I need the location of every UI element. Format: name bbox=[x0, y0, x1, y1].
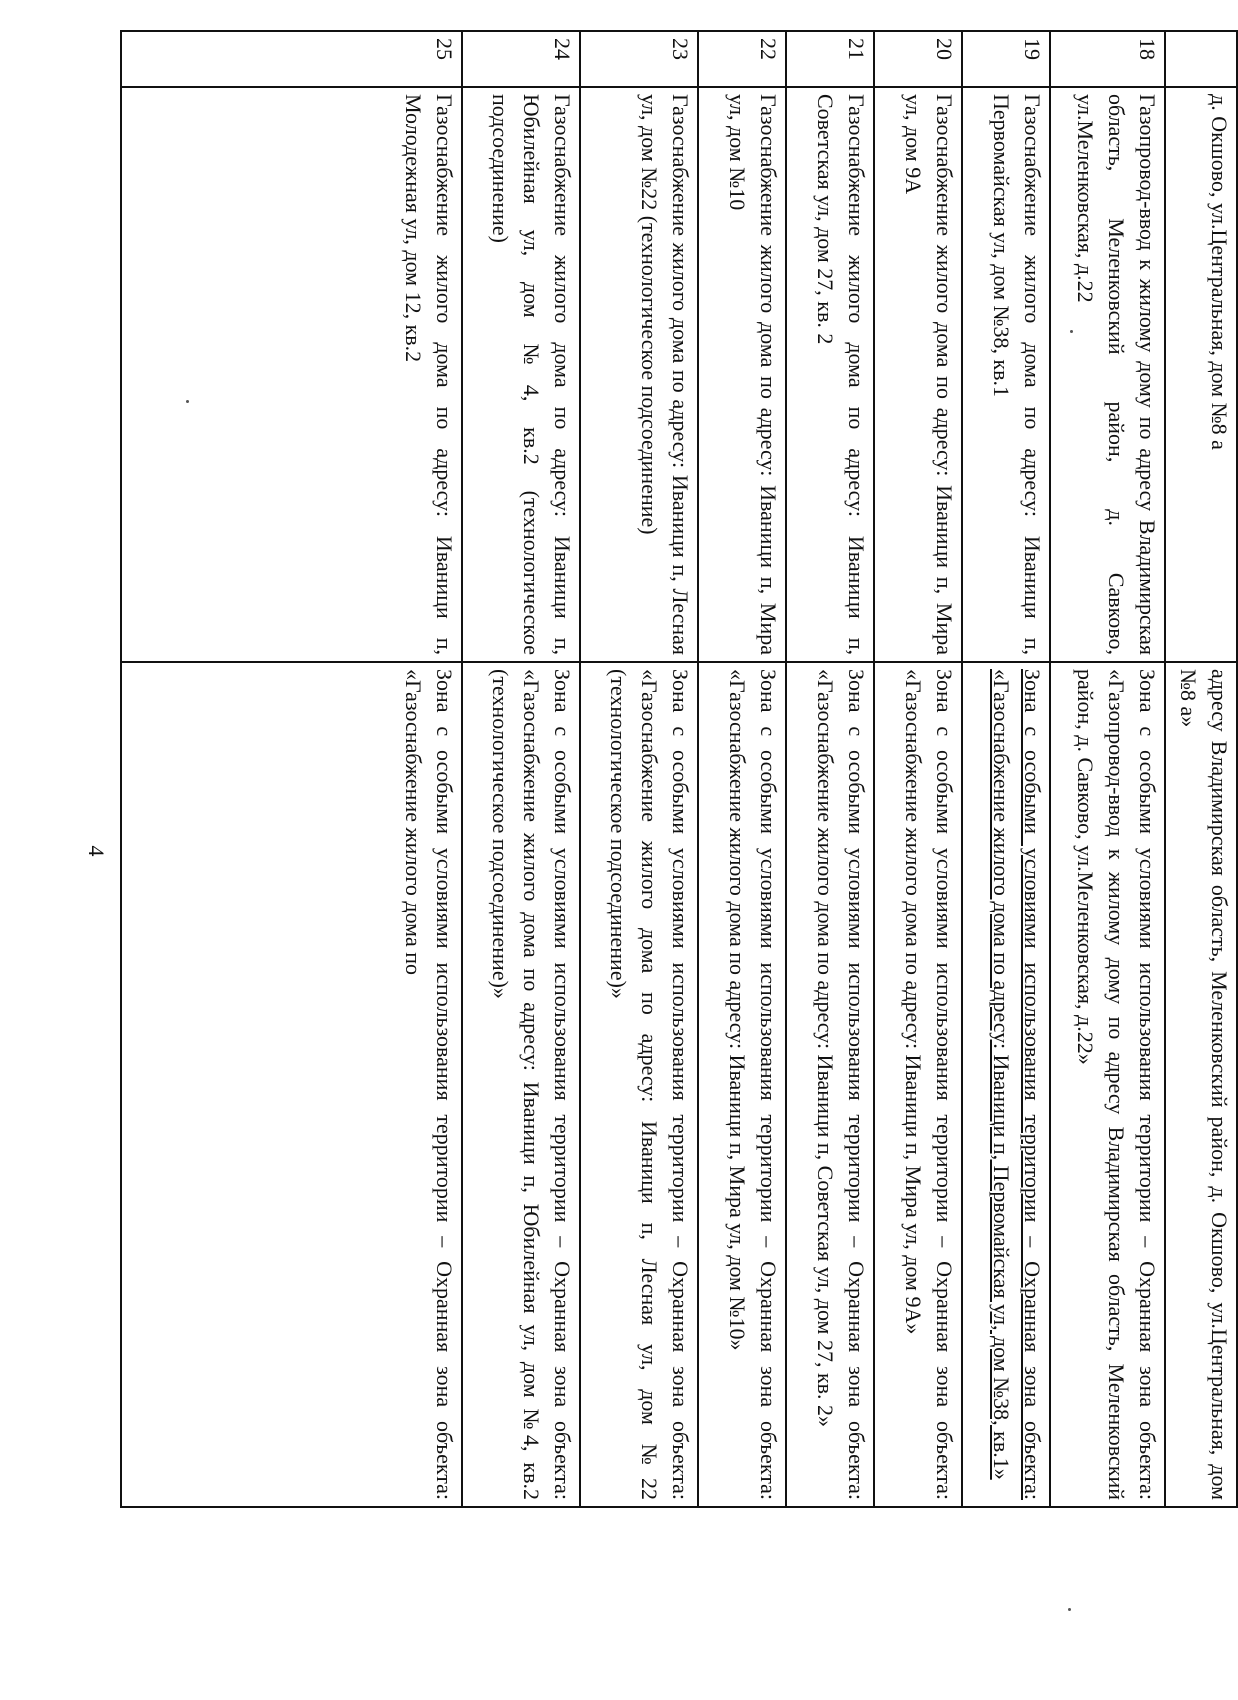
table-row bbox=[1050, 31, 1165, 1507]
zone-description: Зона с особыми условиями использования территории – Охранная зона объекта: «Газопровод-ввод к жилому дому по адресу Владимирская область, Меленковский район, д. Савково, ул.Меленковская, д.22» bbox=[1050, 662, 1165, 1507]
object-name: Газоснабжение жилого дома по адресу: Иваници п, Молодежная ул, дом 12, кв.2 bbox=[121, 87, 462, 662]
object-name: Газоснабжение жилого дома по адресу: Иваници п, Лесная ул, дом №22 (технологическое подсоединение) bbox=[580, 87, 698, 662]
row-number: 18 bbox=[1050, 31, 1165, 87]
object-name: Газоснабжение жилого дома по адресу: Иваници п, Мира ул, дом 9А bbox=[874, 87, 962, 662]
row-number: 20 bbox=[874, 31, 962, 87]
table-row bbox=[580, 31, 698, 1507]
zone-description: Зона с особыми условиями использования территории – Охранная зона объекта: «Газоснабжение жилого дома по адресу: Иваници п, Лесная ул, дом №22 (технологическое подсоединение)» bbox=[580, 662, 698, 1507]
object-name: д. Окшово, ул.Центральная, дом №8 а bbox=[1165, 87, 1237, 662]
row-number: 21 bbox=[786, 31, 874, 87]
zone-description: Зона с особыми условиями использования территории – Охранная зона объекта: «Газоснабжение жилого дома по адресу: Иваници п, Первомайская ул, дом №38, кв.1» bbox=[962, 662, 1050, 1507]
table-row bbox=[1165, 31, 1237, 1507]
row-number: 24 bbox=[462, 31, 580, 87]
zone-description: Зона с особыми условиями использования территории – Охранная зона объекта: «Газоснабжение жилого дома по адресу: Иваници п, Советская ул, дом 27, кв. 2» bbox=[786, 662, 874, 1507]
scan-speck bbox=[186, 400, 189, 403]
row-number: 23 bbox=[580, 31, 698, 87]
zone-description: адресу Владимирская область, Меленковский район, д. Окшово, ул.Центральная, дом №8 а» bbox=[1165, 662, 1237, 1507]
row-number: 19 bbox=[962, 31, 1050, 87]
row-number bbox=[1165, 31, 1237, 87]
object-name: Газоснабжение жилого дома по адресу: Иваници п, Первомайская ул, дом №38, кв.1 bbox=[962, 87, 1050, 662]
table-row bbox=[786, 31, 874, 1507]
zone-description: Зона с особыми условиями использования территории – Охранная зона объекта: «Газоснабжение жилого дома по адресу: Иваници п, Юбилейная ул, дом №4, кв.2 (технологическое подсоединение)» bbox=[462, 662, 580, 1507]
page-number: 4 bbox=[84, 845, 109, 857]
zones-table bbox=[120, 30, 1238, 1508]
table-row bbox=[121, 31, 462, 1507]
zone-description: Зона с особыми условиями использования территории – Охранная зона объекта: «Газоснабжение жилого дома по адресу: Иваници п, Мира ул, дом 9А» bbox=[874, 662, 962, 1507]
table-row bbox=[462, 31, 580, 1507]
object-name: Газоснабжение жилого дома по адресу: Иваници п, Юбилейная ул, дом №4, кв.2 (технологическое подсоединение) bbox=[462, 87, 580, 662]
object-name: Газопровод-ввод к жилому дому по адресу Владимирская область, Меленковский район, д. Савково, ул.Меленковская, д.22 bbox=[1050, 87, 1165, 662]
rotated-table-container bbox=[120, 30, 1238, 1506]
zone-description: Зона с особыми условиями использования территории – Охранная зона объекта: «Газоснабжение жилого дома по bbox=[121, 662, 462, 1507]
table-row bbox=[698, 31, 786, 1507]
scan-speck bbox=[1070, 330, 1073, 333]
object-name: Газоснабжение жилого дома по адресу: Иваници п, Советская ул, дом 27, кв. 2 bbox=[786, 87, 874, 662]
row-number: 22 bbox=[698, 31, 786, 87]
scan-speck bbox=[1068, 1608, 1071, 1611]
table-row bbox=[874, 31, 962, 1507]
row-number: 25 bbox=[121, 31, 462, 87]
object-name: Газоснабжение жилого дома по адресу: Иваници п, Мира ул, дом №10 bbox=[698, 87, 786, 662]
zone-description: Зона с особыми условиями использования территории – Охранная зона объекта: «Газоснабжение жилого дома по адресу: Иваници п, Мира ул, дом №10» bbox=[698, 662, 786, 1507]
table-row bbox=[962, 31, 1050, 1507]
